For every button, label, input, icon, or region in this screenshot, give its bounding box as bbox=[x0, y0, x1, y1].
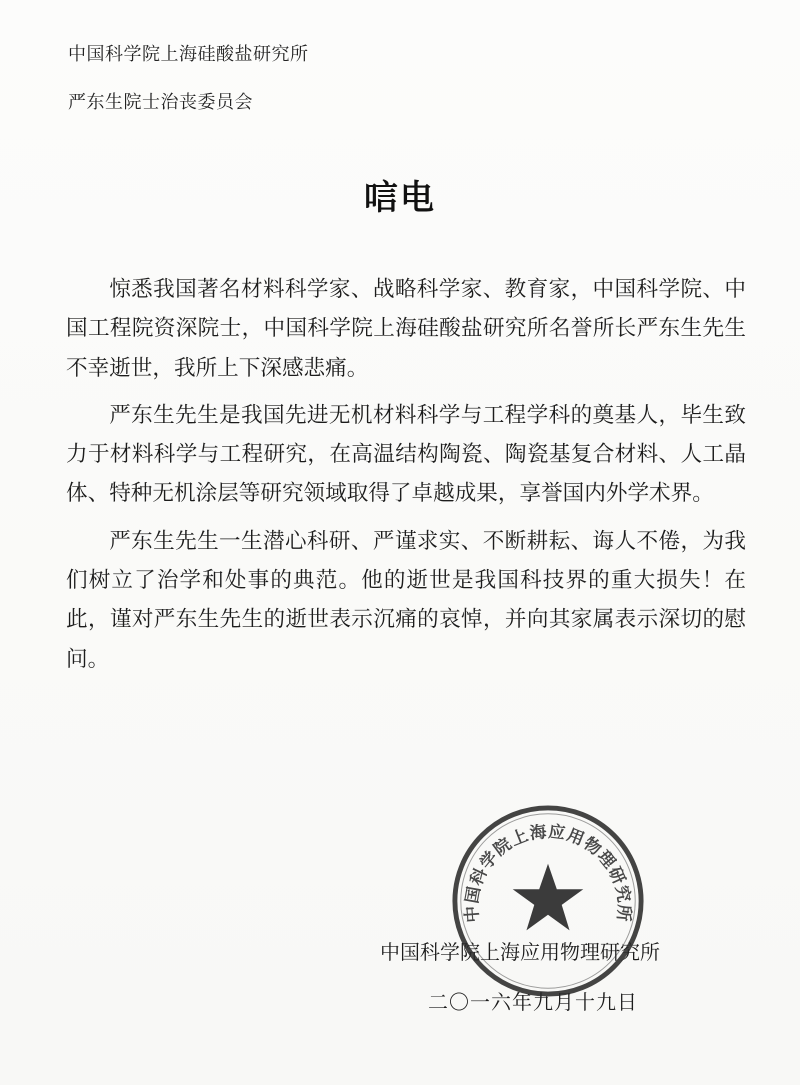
signature-organization: 中国科学院上海应用物理研究所 bbox=[380, 940, 660, 964]
letter-body bbox=[66, 270, 746, 687]
signature-date: 二〇一六年九月十九日 bbox=[428, 990, 638, 1014]
body-paragraph-1: 惊悉我国著名材料科学家、战略科学家、教育家，中国科学院、中国工程院资深院士，中国科学院上海硅酸盐研究所名誉所长严东生先生不幸逝世，我所上下深感悲痛。 bbox=[66, 277, 746, 381]
letter-title: 唁电 bbox=[364, 178, 436, 218]
recipient-line-1: 中国科学院上海硅酸盐研究所 bbox=[68, 44, 309, 65]
seal-text: 中国科学院上海应用物理研究所 bbox=[462, 821, 634, 924]
star-icon bbox=[513, 864, 584, 931]
recipient-line-2: 严东生院士治丧委员会 bbox=[68, 92, 253, 113]
body-paragraph-3: 严东生先生一生潜心科研、严谨求实、不断耕耘、诲人不倦，为我们树立了治学和处事的典范。他的逝世是我国科技界的重大损失！在此，谨对严东生先生的逝世表示沉痛的哀悼，并向其家属表示深切的慰问。 bbox=[66, 528, 746, 672]
official-seal bbox=[450, 803, 646, 999]
body-paragraph-2: 严东生先生是我国先进无机材料科学与工程学科的奠基人，毕生致力于材料科学与工程研究，在高温结构陶瓷、陶瓷基复合材料、人工晶体、特种无机涂层等研究领域取得了卓越成果，享誉国内外学术界。 bbox=[66, 402, 746, 507]
